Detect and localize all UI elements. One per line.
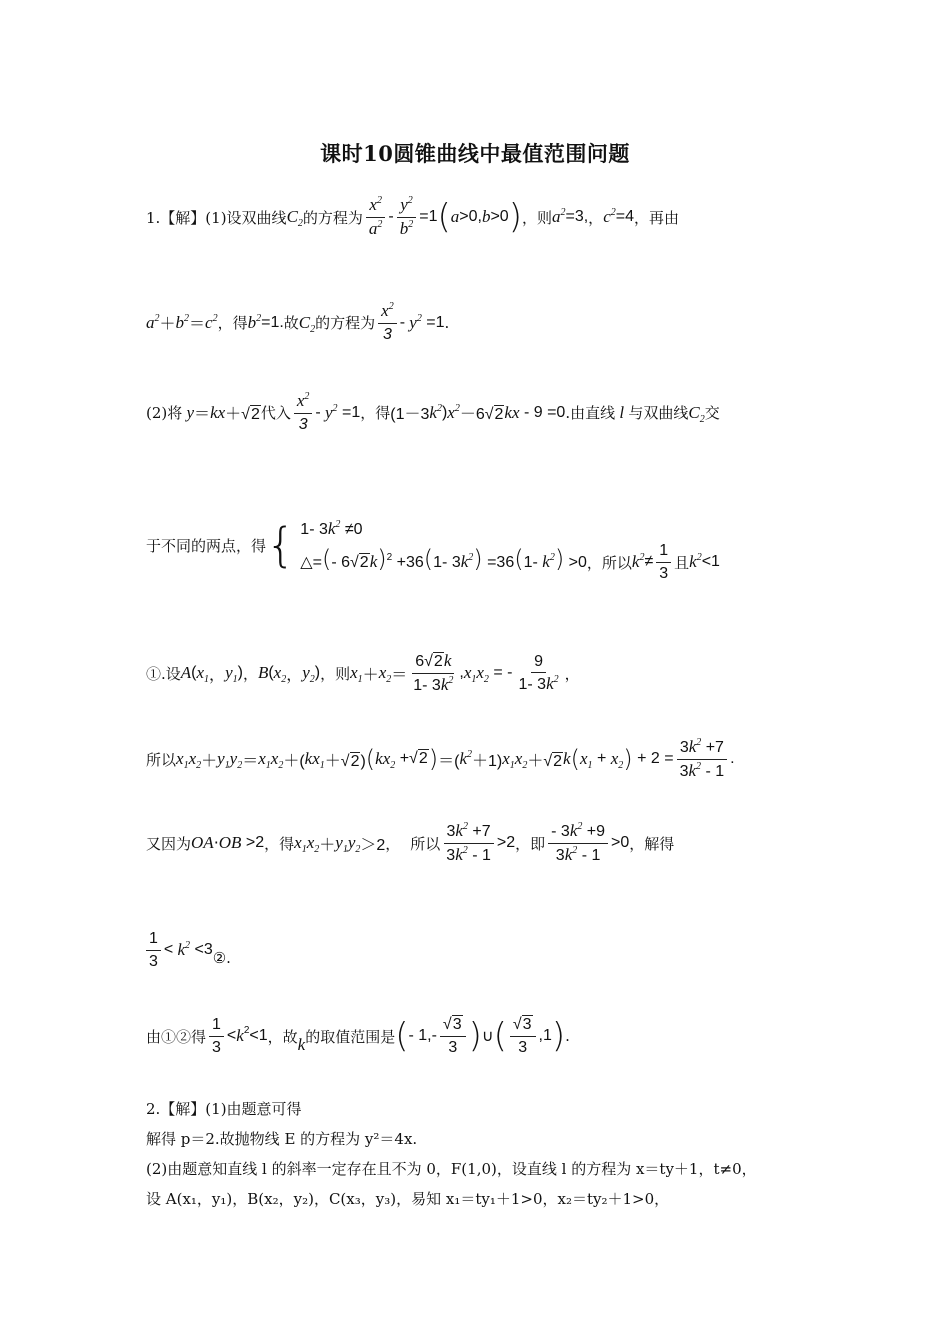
math-frac: $\frac{x^2}{3}$ [294, 392, 313, 433]
text: ，即 [515, 834, 546, 853]
solution-1-line-8: $\frac{1}{3}$ < $k^2$ <3 ②. [146, 930, 231, 970]
text: 的方程为 [315, 314, 376, 333]
text: 又因为 [146, 834, 192, 853]
text: ①.设 [146, 664, 181, 683]
math-frac: $\frac{√3}{3}$ [510, 1016, 536, 1056]
text: ②. [212, 949, 231, 968]
text: ，则 [320, 664, 351, 683]
text: 于不同的两点，得 [146, 536, 267, 555]
solution-2-line-2: (2)由题意知直线 l 的斜率一定存在且不为 0，F(1,0)，设直线 l 的方程为 x＝ty＋1，t≠0， [146, 1160, 757, 1178]
solution-1-line-9: 由①②得 $\frac{1}{3}$ < k $^2$<1 ，故 k 的取值范围是 ( - 1,- $\frac{√3}{3}$ ) ∪ ( $\frac{√3}{3}$ ,1 ) . [146, 1016, 570, 1057]
text: ， [588, 208, 604, 227]
math-frac: $\frac{3k^2 +7}{3k^2 - 1}$ [443, 822, 494, 864]
math-frac: $\frac{6√2k}{1- 3k^2}$ [413, 651, 454, 694]
text: ，得 [217, 314, 248, 333]
text: ，解得 [629, 834, 675, 853]
text: 代入 [260, 404, 291, 423]
text: 交 [704, 404, 720, 423]
solution-1-line-7: 又因为 OA ⋅ OB >2 ，得 $x_1x_2$ ＋ $y_1y_2$ ＞2 ， 所以 $\frac{3k^2 +7}{3k^2 - 1}$ >2 ，即 $\frac{- 3k^2 +9}{3k^2 - 1}$ >0 ，解得 [146, 821, 675, 864]
text: 的方程为 [302, 208, 363, 227]
text: ，再由 [633, 208, 679, 227]
text: ，得 [264, 834, 295, 853]
math-frac: $\frac{√3}{3}$ [440, 1016, 466, 1056]
math-frac: $\frac{y^2}{b^2}$ [397, 196, 417, 238]
text: 且 [674, 553, 690, 572]
math-system: 1- $3k^2 \ne 0$ △=(- 6√2k)$^2$ +36(1- $3k^2) =36(1-$ $k^2) >0$ [300, 518, 587, 573]
text: ，所以 [586, 553, 632, 572]
math-frac: $\frac{x^2}{3}$ [378, 302, 397, 343]
math-frac: $\frac{9}{1- 3k^2}$ [518, 652, 559, 694]
math-C2: $C_2$ [286, 207, 303, 230]
solution-2-heading: 2.【解】(1)由题意可得 [146, 1100, 302, 1118]
solution-1-line-2: $a^2$ ＋ $b^2$ ＝ $c^2$ ，得 $b^2$ =1. 故 $C_2$ 的方程为 $\frac{x^2}{3}$ - $y^2$ =1 . [146, 301, 450, 343]
text: ，故 [267, 1027, 298, 1046]
text: ，得 [360, 404, 391, 423]
text: ， [385, 834, 401, 853]
text: 与双曲线 [628, 404, 689, 423]
text: ， [242, 664, 258, 683]
text: 所以 [146, 750, 177, 769]
text: 故 [283, 314, 299, 333]
math-frac: $\frac{1}{3}$ [146, 930, 161, 970]
text: . [444, 313, 450, 332]
text: ，则 [521, 208, 552, 227]
text: 由①②得 [146, 1027, 207, 1046]
solution-2-line-3: 设 A(x₁，y₁)，B(x₂，y₂)，C(x₃，y₃)，易知 x₁＝ty₁＋1>0，x₂＝ty₂＋1>0， [146, 1190, 670, 1208]
math-frac: $\frac{x^2}{a^2}$ [366, 196, 386, 238]
math-frac: $\frac{- 3k^2 +9}{3k^2 - 1}$ [548, 822, 608, 864]
solution-1-line-5: ①.设 A ( $x_1$ ， $y_1$ ) ， B ( $x_2$ ， $y_2$ ) ，则 $x_1$ ＋ $x_2$ ＝ $\frac{6√2k}{1- 3k^2}$ , $x_1x_2$ = - $\frac{9}{1- 3k^2}$ ， [146, 651, 580, 694]
solution-1-line-1: 1.【解】(1)设双曲线 $C_2$ 的方程为 $\frac{x^2}{a^2}$ - $\frac{y^2}{b^2}$ =1 ( a >0, b >0 ) ，则 $a^2$ =3, ， $c^2$ =4 ，再由 [146, 195, 679, 238]
solution-2-line-1: 解得 p＝2.故抛物线 E 的方程为 y²＝4x. [146, 1130, 418, 1148]
text: .由直线 [565, 404, 616, 423]
text: 的取值范围是 [305, 1027, 396, 1046]
math-frac: $\frac{1}{3}$ [209, 1016, 224, 1056]
solution-1-line-6: 所以 $x_1x_2$ ＋ $y_1y_2$ ＝ $x_1x_2$ ＋( $kx_1$ ＋√2) ( $kx_2$ +√2 ) ＝( $k^2$ ＋1) $x_1x_2$ ＋√2 k ( $x_1$ + $x_2$ ) + 2 = $\frac{3k^2 +7}{3k^2 - 1}$ . [146, 737, 735, 780]
page-title: 课时10圆锥曲线中最值范围问题 [320, 141, 630, 166]
math-frac: $\frac{1}{3}$ [656, 542, 671, 582]
solution-1-line-4: 于不同的两点，得 { 1- $3k^2 \ne 0$ △=(- 6√2k)$^2$ +36(1- $3k^2) =36(1-$ $k^2) >0$ ，所以 $k^2$ ≠ $\frac{1}{3}$ 且 $k^2$ <1 [146, 518, 720, 582]
solution-1-line-3: (2)将 y ＝ kx ＋√2 代入 $\frac{x^2}{3}$ - $y^2$ =1 ，得 (1－3 $k^2$ ) $x^2$ －6√2 kx - 9 =0 .由直线 l 与双曲线 $C_2$ 交 [146, 391, 720, 433]
text: . [565, 1027, 570, 1046]
text: ， [564, 664, 580, 683]
text: (2)将 [146, 404, 183, 423]
text: 1.【解】(1)设双曲线 [146, 208, 287, 227]
text: 所以 [410, 834, 441, 853]
math-frac: $\frac{3k^2 +7}{3k^2 - 1}$ [677, 738, 728, 780]
